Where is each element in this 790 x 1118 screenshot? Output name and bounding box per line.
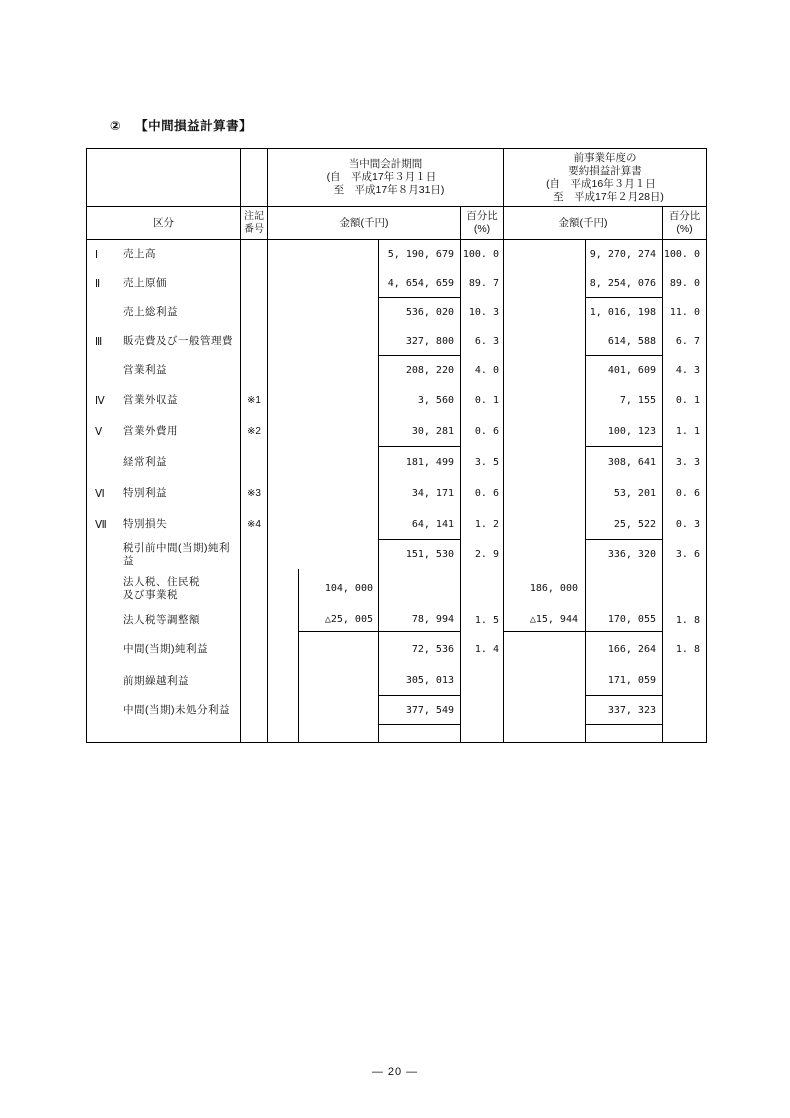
prior-amount-cell: 25, 522 — [585, 509, 662, 540]
current-amount-cell: 4, 654, 659 — [378, 269, 460, 298]
note-cell: ※4 — [240, 509, 267, 540]
current-amount-cell: 305, 013 — [378, 666, 460, 696]
row-numeral: Ⅰ — [95, 248, 99, 261]
row-label: 営業外収益 — [123, 394, 178, 406]
current-percent-cell — [460, 569, 503, 608]
prior-percent-cell: 89. 0 — [662, 269, 706, 298]
prior-period-from: (自 平成16年３月１日 — [546, 177, 656, 190]
row-label: 中間(当期)未処分利益 — [123, 704, 230, 716]
current-amount-cell: 72, 536 — [378, 632, 460, 666]
note-cell — [240, 608, 267, 632]
prior-percent-cell: 11. 0 — [662, 298, 706, 327]
note-cell — [240, 327, 267, 356]
prior-amount-cell: 9, 270, 274 — [585, 240, 662, 269]
current-sub-amount-cell — [298, 269, 378, 298]
header-blank-note-cell — [240, 149, 267, 206]
prior-period-to: 至 平成17年２月28日) — [553, 190, 664, 203]
current-amount-cell: 34, 171 — [378, 478, 460, 509]
amount-spacer-cell — [267, 356, 298, 385]
current-percent-cell: 1. 2 — [460, 509, 503, 540]
title-text: 【中間損益計算書】 — [135, 119, 253, 133]
current-amount-cell: 3, 560 — [378, 385, 460, 416]
category-cell — [87, 569, 240, 608]
current-sub-amount-cell — [298, 666, 378, 696]
table-row — [87, 569, 706, 608]
current-percent-cell: 100. 0 — [460, 240, 503, 269]
note-cell — [240, 240, 267, 269]
row-numeral: Ⅲ — [95, 335, 103, 348]
prior-amount-cell: 53, 201 — [585, 478, 662, 509]
current-percent-cell: 0. 6 — [460, 478, 503, 509]
table-row — [87, 298, 706, 327]
prior-sub-amount-cell — [503, 725, 585, 742]
current-amount-cell: 78, 994 — [378, 608, 460, 632]
current-sub-amount-cell: 104, 000 — [298, 569, 378, 608]
prior-percent-cell: 3. 6 — [662, 540, 706, 569]
amount-spacer-cell — [267, 509, 298, 540]
row-numeral: Ⅱ — [95, 277, 101, 290]
row-label: 販売費及び一般管理費 — [123, 335, 233, 347]
row-numeral: Ⅳ — [95, 394, 105, 407]
prior-sub-amount-cell — [503, 478, 585, 509]
category-cell — [87, 725, 240, 742]
current-percent-cell: 0. 6 — [460, 416, 503, 447]
category-cell — [87, 696, 240, 725]
note-cell — [240, 540, 267, 569]
prior-amount-cell — [585, 569, 662, 608]
prior-sub-amount-cell — [503, 416, 585, 447]
row-numeral: Ⅴ — [95, 425, 103, 438]
note-cell — [240, 298, 267, 327]
prior-period-title1: 前事業年度の — [573, 151, 637, 164]
prior-amount-cell — [585, 725, 662, 742]
category-cell — [87, 540, 240, 569]
table-row — [87, 327, 706, 356]
prior-sub-amount-cell — [503, 696, 585, 725]
prior-percent-cell: 1. 1 — [662, 416, 706, 447]
prior-sub-amount-cell — [503, 632, 585, 666]
table-row — [87, 385, 706, 416]
header-amount-prior: 金額(千円) — [503, 207, 662, 239]
table-body — [87, 240, 706, 742]
header-percent-line3: 百分比 — [668, 210, 701, 222]
header-current-period — [267, 149, 503, 206]
row-label: 税引前中間(当期)純利益 — [123, 541, 230, 567]
current-period-title: 当中間会計期間 — [348, 158, 423, 170]
table-row — [87, 356, 706, 385]
prior-percent-cell: 0. 1 — [662, 385, 706, 416]
amount-spacer-cell — [267, 666, 298, 696]
current-sub-amount-cell — [298, 356, 378, 385]
category-cell — [87, 298, 240, 327]
prior-amount-cell: 8, 254, 076 — [585, 269, 662, 298]
prior-sub-amount-cell: 186, 000 — [503, 569, 585, 608]
current-amount-cell: 327, 800 — [378, 327, 460, 356]
prior-amount-cell: 401, 609 — [585, 356, 662, 385]
category-cell — [87, 478, 240, 509]
prior-percent-cell: 1. 8 — [662, 608, 706, 632]
table-row — [87, 447, 706, 478]
amount-spacer-cell — [267, 240, 298, 269]
current-amount-cell: 30, 281 — [378, 416, 460, 447]
prior-sub-amount-cell — [503, 540, 585, 569]
prior-period-title2: 要約損益計算書 — [568, 164, 642, 177]
table-header-columns — [87, 207, 706, 240]
prior-sub-amount-cell — [503, 240, 585, 269]
header-prior-period — [503, 149, 706, 206]
amount-spacer-cell — [267, 385, 298, 416]
amount-spacer-cell — [267, 416, 298, 447]
prior-amount-cell: 171, 059 — [585, 666, 662, 696]
prior-amount-cell: 1, 016, 198 — [585, 298, 662, 327]
current-sub-amount-cell — [298, 385, 378, 416]
category-cell — [87, 269, 240, 298]
prior-amount-cell: 7, 155 — [585, 385, 662, 416]
amount-spacer-cell — [267, 696, 298, 725]
income-statement-table — [86, 148, 707, 743]
row-label: 営業利益 — [123, 364, 167, 376]
current-amount-cell: 208, 220 — [378, 356, 460, 385]
current-amount-cell: 151, 530 — [378, 540, 460, 569]
note-cell — [240, 696, 267, 725]
header-note-line2: 番号 — [244, 224, 264, 235]
row-label-line2: 及び事業税 — [123, 588, 178, 601]
current-percent-cell: 6. 3 — [460, 327, 503, 356]
prior-amount-cell: 614, 588 — [585, 327, 662, 356]
section-marker: ② — [110, 119, 122, 133]
row-label: 売上原価 — [123, 277, 167, 289]
current-sub-amount-cell — [298, 509, 378, 540]
current-percent-cell — [460, 725, 503, 742]
prior-sub-amount-cell — [503, 356, 585, 385]
table-row — [87, 632, 706, 666]
row-label: 売上高 — [123, 248, 156, 260]
current-sub-amount-cell: △25, 005 — [298, 608, 378, 632]
current-sub-amount-cell — [298, 540, 378, 569]
prior-sub-amount-cell — [503, 509, 585, 540]
prior-percent-cell: 1. 8 — [662, 632, 706, 666]
prior-amount-cell: 308, 641 — [585, 447, 662, 478]
table-row — [87, 666, 706, 696]
amount-spacer-cell — [267, 447, 298, 478]
amount-spacer-cell — [267, 608, 298, 632]
table-row — [87, 416, 706, 447]
amount-spacer-cell — [267, 327, 298, 356]
header-category: 区分 — [153, 216, 174, 229]
note-cell — [240, 447, 267, 478]
prior-percent-cell: 3. 3 — [662, 447, 706, 478]
prior-sub-amount-cell — [503, 385, 585, 416]
amount-spacer-cell — [267, 569, 298, 608]
current-amount-cell: 64, 141 — [378, 509, 460, 540]
row-label: 中間(当期)純利益 — [123, 642, 208, 655]
header-note-number — [240, 207, 267, 239]
prior-percent-cell: 100. 0 — [662, 240, 706, 269]
row-label: 特別損失 — [123, 518, 167, 530]
note-cell: ※3 — [240, 478, 267, 509]
prior-amount-cell: 336, 320 — [585, 540, 662, 569]
category-cell — [87, 666, 240, 696]
row-label: 前期繰越利益 — [123, 674, 189, 687]
row-label: 特別利益 — [123, 487, 167, 499]
current-sub-amount-cell — [298, 696, 378, 725]
current-period-to: 至 平成17年８月31日) — [333, 184, 445, 196]
table-row — [87, 696, 706, 725]
header-percent-line1: 百分比 — [466, 210, 498, 222]
table-row — [87, 725, 706, 742]
amount-spacer-cell — [267, 540, 298, 569]
row-numeral: Ⅵ — [95, 487, 105, 500]
prior-sub-amount-cell — [503, 269, 585, 298]
category-cell — [87, 356, 240, 385]
category-cell — [87, 327, 240, 356]
current-period-from: (自 平成17年３月１日 — [326, 171, 437, 183]
prior-sub-amount-cell — [503, 298, 585, 327]
current-amount-cell — [378, 725, 460, 742]
category-cell — [87, 509, 240, 540]
page-title — [110, 116, 252, 134]
header-blank-cell — [87, 149, 240, 206]
row-label: 法人税、住民税 及び事業税 — [123, 575, 200, 601]
prior-percent-cell — [662, 666, 706, 696]
header-percent-line4: (%) — [676, 223, 693, 235]
header-percent-prior — [662, 207, 706, 239]
note-cell: ※2 — [240, 416, 267, 447]
current-percent-cell: 3. 5 — [460, 447, 503, 478]
prior-percent-cell: 6. 7 — [662, 327, 706, 356]
current-amount-cell: 536, 020 — [378, 298, 460, 327]
current-amount-cell: 181, 499 — [378, 447, 460, 478]
current-sub-amount-cell — [298, 632, 378, 666]
current-sub-amount-cell — [298, 298, 378, 327]
prior-sub-amount-cell — [503, 327, 585, 356]
prior-percent-cell — [662, 569, 706, 608]
header-percent-current — [460, 207, 503, 239]
table-row — [87, 509, 706, 540]
table-row — [87, 240, 706, 269]
category-cell — [87, 385, 240, 416]
row-label: 売上総利益 — [123, 306, 178, 318]
category-cell — [87, 608, 240, 632]
amount-spacer-cell — [267, 298, 298, 327]
amount-spacer-cell — [267, 632, 298, 666]
prior-amount-cell: 100, 123 — [585, 416, 662, 447]
prior-percent-cell: 4. 3 — [662, 356, 706, 385]
prior-sub-amount-cell — [503, 666, 585, 696]
category-cell — [87, 632, 240, 666]
note-cell — [240, 666, 267, 696]
header-amount-current: 金額(千円) — [267, 207, 460, 239]
prior-sub-amount-cell: △15, 944 — [503, 608, 585, 632]
row-numeral: Ⅶ — [95, 518, 107, 531]
note-cell: ※1 — [240, 385, 267, 416]
prior-amount-cell: 337, 323 — [585, 696, 662, 725]
table-header-periods — [87, 149, 706, 207]
current-percent-cell — [460, 666, 503, 696]
prior-percent-cell — [662, 696, 706, 725]
current-percent-cell: 10. 3 — [460, 298, 503, 327]
current-sub-amount-cell — [298, 478, 378, 509]
prior-amount-cell: 170, 055 — [585, 608, 662, 632]
current-amount-cell: 377, 549 — [378, 696, 460, 725]
prior-percent-cell — [662, 725, 706, 742]
row-label: 経常利益 — [123, 456, 167, 468]
prior-sub-amount-cell — [503, 447, 585, 478]
category-cell — [87, 416, 240, 447]
current-amount-cell — [378, 569, 460, 608]
note-cell — [240, 356, 267, 385]
current-sub-amount-cell — [298, 327, 378, 356]
category-cell — [87, 447, 240, 478]
amount-spacer-cell — [267, 725, 298, 742]
current-percent-cell: 1. 5 — [460, 608, 503, 632]
note-cell — [240, 632, 267, 666]
header-percent-line2: (%) — [473, 223, 491, 235]
note-cell — [240, 269, 267, 298]
current-percent-cell: 4. 0 — [460, 356, 503, 385]
page-number: ― 20 ― — [371, 1066, 419, 1078]
current-percent-cell: 89. 7 — [460, 269, 503, 298]
note-cell — [240, 569, 267, 608]
current-percent-cell: 1. 4 — [460, 632, 503, 666]
table-row — [87, 540, 706, 569]
current-amount-cell: 5, 190, 679 — [378, 240, 460, 269]
row-label: 法人税等調整額 — [123, 613, 200, 626]
current-percent-cell — [460, 696, 503, 725]
header-note-line1: 注記 — [244, 211, 264, 222]
current-sub-amount-cell — [298, 240, 378, 269]
note-cell — [240, 725, 267, 742]
table-row — [87, 269, 706, 298]
current-sub-amount-cell — [298, 725, 378, 742]
current-percent-cell: 2. 9 — [460, 540, 503, 569]
current-percent-cell: 0. 1 — [460, 385, 503, 416]
prior-amount-cell: 166, 264 — [585, 632, 662, 666]
category-cell — [87, 240, 240, 269]
row-label: 営業外費用 — [123, 425, 178, 437]
current-sub-amount-cell — [298, 447, 378, 478]
prior-percent-cell: 0. 3 — [662, 509, 706, 540]
amount-spacer-cell — [267, 269, 298, 298]
table-row — [87, 478, 706, 509]
current-sub-amount-cell — [298, 416, 378, 447]
table-row — [87, 608, 706, 632]
prior-percent-cell: 0. 6 — [662, 478, 706, 509]
amount-spacer-cell — [267, 478, 298, 509]
